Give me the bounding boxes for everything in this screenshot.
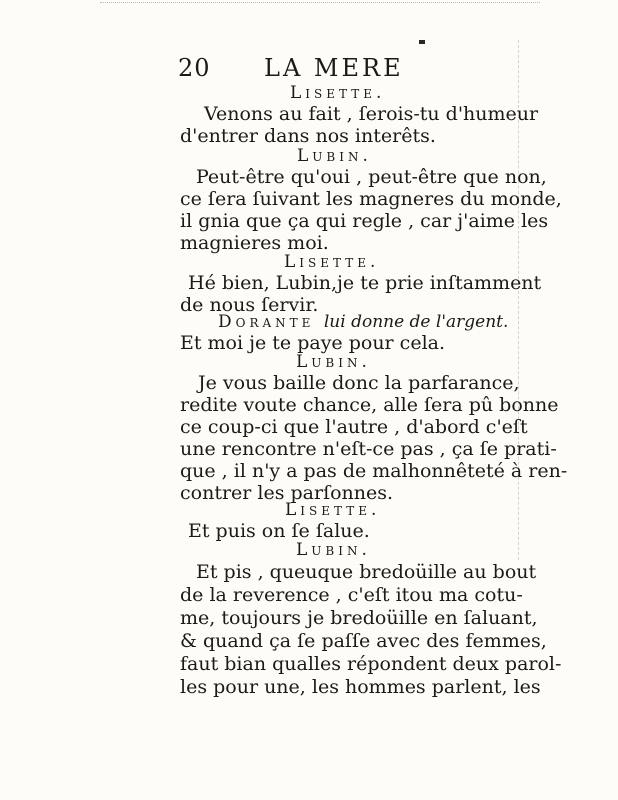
- speaker-heading: Lubin.: [297, 146, 372, 166]
- stage-direction: lui donne de l'argent.: [323, 312, 509, 332]
- speaker-heading: Lisette.: [284, 252, 380, 272]
- running-title: LA MERE: [264, 54, 404, 82]
- text-line: Venons au fait , ſerois-tu d'humeur: [204, 103, 539, 125]
- text-line: contrer les parſonnes.: [180, 482, 394, 504]
- speaker-heading: Lubin.: [296, 352, 371, 372]
- text-line: ce ſera ſuivant les magneres du monde,: [180, 188, 562, 210]
- text-line: de nous ſervir.: [180, 294, 319, 316]
- speaker-heading: [218, 311, 508, 333]
- text-line: redite voute chance, alle ſera pû bonne: [180, 394, 559, 416]
- text-line: de la reverence , c'eſt itou ma cotu-: [180, 584, 523, 606]
- text-line: les pour une, les hommes parlent, les: [180, 676, 541, 698]
- text-line: Et moi je te paye pour cela.: [180, 332, 446, 354]
- ink-mark: [419, 40, 425, 44]
- speaker-heading: Lisette.: [290, 83, 386, 103]
- page-number: 20: [178, 54, 211, 82]
- text-line: & quand ça ſe paſſe avec des femmes,: [180, 630, 547, 652]
- text-line: Et puis on ſe ſalue.: [188, 520, 370, 542]
- text-line: Hé bien, Lubin,je te prie inſtamment: [188, 272, 542, 294]
- text-line: ce coup-ci que l'autre , d'abord c'eſt: [180, 416, 528, 438]
- text-line: Peut-être qu'oui , peut-être que non,: [196, 166, 547, 188]
- text-line: me, toujours je bredoüille en ſaluant,: [180, 607, 538, 629]
- speaker-name: Dorante: [218, 312, 315, 332]
- text-line: d'entrer dans nos interêts.: [180, 125, 436, 147]
- text-line: faut bian qualles répondent deux parol-: [180, 653, 562, 675]
- text-line: magnieres moi.: [180, 232, 329, 254]
- text-line: une rencontre n'eſt-ce pas , ça ſe prati-: [180, 438, 557, 460]
- text-line: Et pis , queuque bredoüille au bout: [196, 561, 537, 583]
- text-line: Je vous baille donc la parfarance,: [198, 372, 520, 394]
- page-edge-artifact: [100, 2, 540, 13]
- speaker-heading: Lisette.: [285, 500, 381, 520]
- text-line: que , il n'y a pas de malhonnêteté à ren-: [180, 460, 568, 482]
- speaker-heading: Lubin.: [296, 540, 371, 560]
- text-line: il gnia que ça qui regle , car j'aime les: [180, 210, 549, 232]
